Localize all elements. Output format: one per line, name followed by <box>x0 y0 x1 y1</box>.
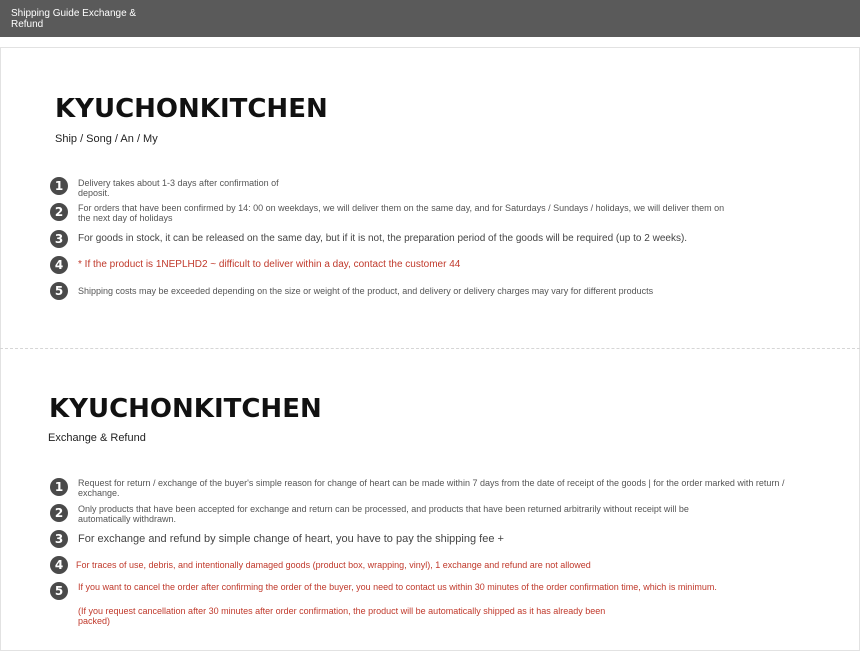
exchange-brand-title: KYUCHONKITCHEN <box>49 394 322 424</box>
top-bar <box>0 0 860 37</box>
shipping-item <box>50 177 810 201</box>
exchange-item-text: For exchange and refund by simple change of heart, you have to pay the shipping fee + <box>78 533 504 545</box>
exchange-item-text: Request for return / exchange of the buyer's simple reason for change of heart can be made within 7 days from the date of receipt of the goods | for the order marked with return / exchange. <box>78 478 785 498</box>
shipping-subtitle: Ship / Song / An / My <box>55 133 158 145</box>
exchange-item <box>50 478 810 502</box>
shipping-item <box>50 230 810 250</box>
section-divider <box>0 348 860 349</box>
step-number-badge: 3 <box>50 530 68 548</box>
step-number-badge: 2 <box>50 504 68 522</box>
shipping-item-text: For goods in stock, it can be released on the same day, but if it is not, the preparation period of the goods will be required (up to 2 weeks). <box>78 233 688 244</box>
exchange-item <box>50 504 810 528</box>
exchange-subtitle: Exchange & Refund <box>48 432 146 444</box>
step-number-badge: 1 <box>50 478 68 496</box>
shipping-item <box>50 282 810 302</box>
exchange-item-text: For traces of use, debris, and intentionally damaged goods (product box, wrapping, vinyl), 1 exchange and refund are not allowed <box>76 560 591 570</box>
exchange-item <box>50 556 810 576</box>
shipping-brand-title: KYUCHONKITCHEN <box>55 94 328 124</box>
exchange-item-note: (If you request cancellation after 30 minutes after order confirmation, the product will be automatically shipped as it has already been packed) <box>78 606 606 626</box>
step-number-badge: 4 <box>50 556 68 574</box>
step-number-badge: 4 <box>50 256 68 274</box>
exchange-item <box>50 582 810 628</box>
step-number-badge: 3 <box>50 230 68 248</box>
shipping-item-text: Shipping costs may be exceeded depending on the size or weight of the product, and delivery or delivery charges may vary for different products <box>78 286 654 296</box>
exchange-item <box>50 530 810 550</box>
step-number-badge: 5 <box>50 582 68 600</box>
step-number-badge: 5 <box>50 282 68 300</box>
shipping-item <box>50 256 810 276</box>
exchange-item-text: If you want to cancel the order after confirming the order of the buyer, you need to contact us within 30 minutes of the order confirmation time, which is minimum. <box>78 582 717 592</box>
shipping-item <box>50 203 810 227</box>
step-number-badge: 2 <box>50 203 68 221</box>
shipping-item-text: Delivery takes about 1-3 days after confirmation of deposit. <box>78 178 279 198</box>
page-title: Shipping Guide Exchange & Refund <box>11 8 137 30</box>
step-number-badge: 1 <box>50 177 68 195</box>
shipping-item-text: For orders that have been confirmed by 14: 00 on weekdays, we will deliver them on the same day, and for Saturdays / Sundays / holidays, we will deliver them on the next day of holidays <box>78 203 725 223</box>
shipping-item-text: * If the product is 1NEPLHD2 ~ difficult to deliver within a day, contact the customer 44 <box>78 259 461 270</box>
exchange-item-text: Only products that have been accepted for exchange and return can be processed, and products that have been returned arbitrarily without receipt will be automatically withdrawn. <box>78 504 689 524</box>
